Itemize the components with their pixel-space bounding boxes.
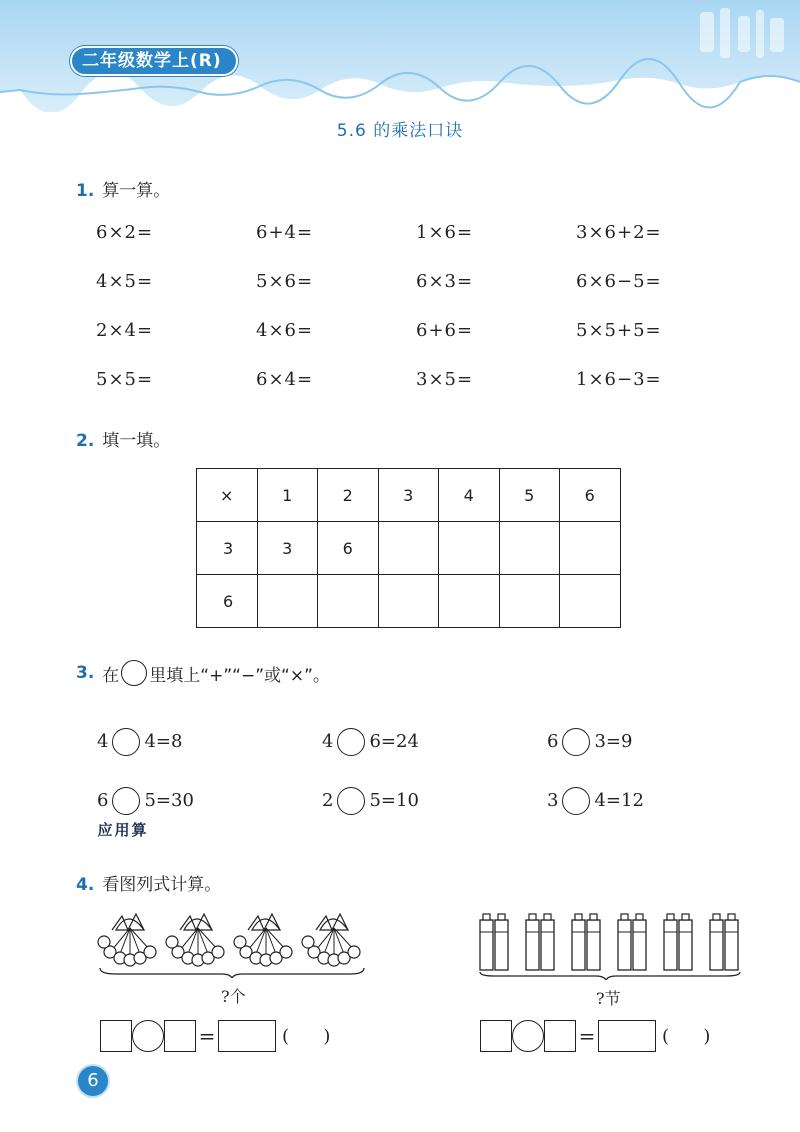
answer-cell[interactable]	[439, 522, 500, 575]
operator-item	[97, 712, 322, 771]
battery-icon	[618, 914, 646, 970]
operand-right: 4=8	[144, 731, 183, 752]
calc-item: 2×4=	[96, 320, 154, 341]
page-header	[0, 0, 800, 112]
operator-circle-input[interactable]	[562, 787, 590, 815]
result-box[interactable]	[218, 1020, 276, 1052]
section-badge-label: 应用算	[97, 821, 149, 839]
calc-row	[96, 271, 736, 320]
answer-cell[interactable]	[378, 522, 439, 575]
operator-circle-input[interactable]	[562, 728, 590, 756]
table-cell: ×	[197, 469, 258, 522]
battery-icon	[480, 914, 508, 970]
answer-cell[interactable]	[560, 575, 621, 628]
answer-cell[interactable]	[257, 575, 318, 628]
question-number: 2.	[76, 431, 95, 451]
calc-item: 4×6=	[256, 320, 314, 341]
calc-row	[96, 222, 736, 271]
question-number: 4.	[76, 875, 95, 895]
calc-item: 6×3=	[416, 271, 474, 292]
operand-right: 3=9	[594, 731, 633, 752]
calc-item: 1×6−3=	[576, 369, 662, 390]
battery-icon	[710, 914, 738, 970]
cherries-figure	[96, 910, 371, 978]
operand-left: 2	[322, 790, 334, 811]
operator-circle-input[interactable]	[337, 787, 365, 815]
operand-right: 4=12	[594, 790, 644, 811]
calc-item: 6+6=	[416, 320, 474, 341]
cherry-cluster-icon	[98, 914, 156, 966]
question-number: 1.	[76, 181, 95, 201]
operator-circle-input[interactable]	[112, 728, 140, 756]
operator-fill-grid	[97, 712, 717, 830]
question-2-title	[76, 426, 170, 451]
circle-icon	[121, 660, 147, 686]
table-cell: 3	[197, 522, 258, 575]
answer-box[interactable]	[544, 1020, 576, 1052]
table-cell: 3	[378, 469, 439, 522]
calc-item: 1×6=	[416, 222, 474, 243]
operand-right: 6=24	[369, 731, 419, 752]
operator-circle-input[interactable]	[112, 787, 140, 815]
table-cell: 2	[318, 469, 379, 522]
question-4-title	[76, 870, 221, 895]
equals-sign: =	[578, 1024, 596, 1048]
cherry-cluster-icon	[302, 914, 360, 966]
operator-circle-input[interactable]	[512, 1020, 544, 1052]
question-text: 里填上“+”“−”或“×”。	[149, 665, 330, 686]
calc-item: 3×5=	[416, 369, 474, 390]
calc-item: 6+4=	[256, 222, 314, 243]
multiplication-table	[196, 468, 621, 628]
calc-item: 5×6=	[256, 271, 314, 292]
calculation-grid	[96, 222, 736, 418]
unit-parentheses[interactable]: ( )	[282, 1025, 331, 1047]
question-number: 3.	[76, 663, 95, 683]
unit-parentheses[interactable]: ( )	[662, 1025, 711, 1047]
answer-cell[interactable]	[318, 575, 379, 628]
book-label: 二年级数学上(R)	[70, 46, 238, 76]
calc-item: 6×6−5=	[576, 271, 662, 292]
question-text: 在	[102, 665, 120, 686]
batteries-figure	[478, 912, 744, 980]
operand-left: 4	[97, 731, 109, 752]
brace-icon	[480, 972, 740, 980]
operator-item	[547, 771, 717, 830]
calc-row	[96, 369, 736, 418]
operator-row	[97, 771, 717, 830]
answer-cell[interactable]	[439, 575, 500, 628]
table-cell: 5	[499, 469, 560, 522]
batteries-caption: ?节	[596, 989, 621, 1008]
table-cell: 4	[439, 469, 500, 522]
table-cell: 3	[257, 522, 318, 575]
question-text: 看图列式计算。	[102, 875, 222, 895]
calc-item: 6×4=	[256, 369, 314, 390]
answer-box[interactable]	[164, 1020, 196, 1052]
table-cell: 6	[318, 522, 379, 575]
answer-cell[interactable]	[560, 522, 621, 575]
operand-right: 5=30	[144, 790, 194, 811]
operand-left: 6	[97, 790, 109, 811]
table-row	[197, 575, 621, 628]
cherry-cluster-icon	[166, 914, 224, 966]
answer-cell[interactable]	[378, 575, 439, 628]
calc-item: 3×6+2=	[576, 222, 662, 243]
equation-right	[480, 1018, 710, 1054]
equation-left	[100, 1018, 330, 1054]
question-text: 填一填。	[102, 431, 171, 451]
calc-item: 6×2=	[96, 222, 154, 243]
cherries-caption: ?个	[221, 987, 246, 1006]
operand-right: 5=10	[369, 790, 419, 811]
lesson-title: 5.6 的乘法口诀	[336, 121, 464, 141]
table-cell: 6	[197, 575, 258, 628]
question-3-title	[76, 660, 330, 686]
answer-box[interactable]	[480, 1020, 512, 1052]
table-cell: 1	[257, 469, 318, 522]
cherry-cluster-icon	[234, 914, 292, 966]
table-cell: 6	[560, 469, 621, 522]
battery-icon	[572, 914, 600, 970]
operand-left: 6	[547, 731, 559, 752]
table-row	[197, 522, 621, 575]
operator-circle-input[interactable]	[337, 728, 365, 756]
result-box[interactable]	[598, 1020, 656, 1052]
calc-item: 4×5=	[96, 271, 154, 292]
battery-icon	[526, 914, 554, 970]
section-badge	[76, 816, 170, 844]
question-text: 算一算。	[102, 181, 171, 201]
calc-item: 5×5=	[96, 369, 154, 390]
answer-box[interactable]	[100, 1020, 132, 1052]
calc-item: 5×5+5=	[576, 320, 662, 341]
page-number: 6	[78, 1066, 108, 1096]
operator-item	[322, 712, 547, 771]
operator-item	[322, 771, 547, 830]
operator-row	[97, 712, 717, 771]
brace-icon	[100, 968, 364, 978]
equals-sign: =	[198, 1024, 216, 1048]
calc-row	[96, 320, 736, 369]
answer-cell[interactable]	[499, 575, 560, 628]
operator-circle-input[interactable]	[132, 1020, 164, 1052]
answer-cell[interactable]	[499, 522, 560, 575]
battery-icon	[664, 914, 692, 970]
question-1-title	[76, 176, 170, 201]
operand-left: 3	[547, 790, 559, 811]
operand-left: 4	[322, 731, 334, 752]
operator-item	[547, 712, 717, 771]
table-header-row	[197, 469, 621, 522]
